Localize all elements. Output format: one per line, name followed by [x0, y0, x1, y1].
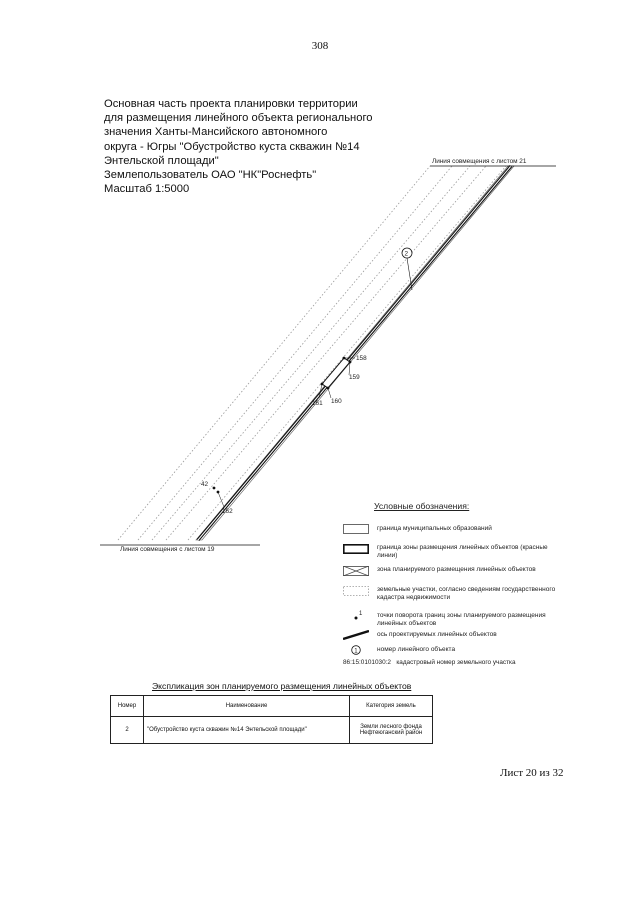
point-label-161: 161: [312, 400, 323, 407]
planned-zone-symbol: [343, 566, 369, 576]
legend-text: номер линейного объекта: [377, 646, 456, 653]
object-number-symbol: [343, 645, 369, 655]
legend-text: граница муниципальных образований: [377, 525, 492, 532]
parcel-outline: [322, 358, 350, 388]
cell-number: 2: [111, 717, 144, 744]
design-axis-symbol: [343, 630, 369, 640]
point-label-160: 160: [331, 398, 342, 405]
cadastral-example: 86:15:0101030:2: [343, 659, 391, 666]
legend-title: Условные обозначения:: [374, 501, 470, 511]
cadastral-band-inner-3: [166, 166, 486, 540]
header-category: Категория земель: [350, 696, 433, 717]
header-number: Номер: [111, 696, 144, 717]
point-label-162: 162: [222, 508, 233, 515]
explication-table-title: Экспликация зон планируемого размещения линейных объектов: [152, 681, 412, 691]
cadastral-band-inner-1: [138, 166, 452, 540]
page-number: 308: [311, 40, 329, 52]
table-header-row: [111, 696, 433, 717]
match-line-bottom-label: Линия совмещения с листом 19: [120, 546, 215, 553]
point-label-42: 42: [201, 481, 209, 488]
legend-cadastral-number-row: [343, 659, 516, 667]
legend-text: граница зоны размещения линейных объектов (красные линии): [377, 544, 548, 559]
legend-text: ось проектируемых линейных объектов: [377, 631, 497, 638]
turning-point-42: [213, 487, 216, 490]
object-number-symbol-label: 1: [354, 648, 358, 655]
cadastral-text: кадастровый номер земельного участка: [396, 659, 516, 666]
object-number-label: 2: [404, 250, 409, 258]
linear-zone-boundary-symbol: [343, 544, 369, 554]
title-line-5: Энтельской площади": [104, 154, 219, 167]
title-line-3: значения Ханты-Мансийского автономного: [104, 126, 328, 139]
cell-category: [350, 717, 433, 744]
title-line-7: Масштаб 1:5000: [104, 183, 190, 196]
cadastral-parcel-symbol: [343, 586, 369, 596]
municipal-boundary-symbol: [343, 524, 369, 534]
legend-text: зона планируемого размещения линейных объектов: [377, 566, 536, 573]
match-line-top-label: Линия совмещения с листом 21: [432, 158, 527, 165]
cadastral-band-outer: [118, 166, 430, 540]
title-line-4: округа - Югры "Обустройство куста скважин №14: [104, 140, 360, 153]
cell-name: "Обустройство куста скважин №14 Энтельской площади": [144, 717, 350, 744]
cell-category-line1: Земли лесного фонда: [360, 724, 422, 730]
cadastral-band-inner-4: [188, 166, 506, 540]
cadastral-band-inner-2: [152, 166, 470, 540]
title-line-1: Основная часть проекта планировки территории: [104, 98, 358, 110]
title-line-2: для размещения линейного объекта регионального: [104, 112, 373, 125]
table-row: [111, 717, 433, 744]
turning-point-symbol-label: 1: [359, 611, 363, 617]
legend-text: земельные участки, согласно сведениям государственного кадастра недвижимости: [377, 586, 556, 601]
design-axis-core: [198, 166, 511, 540]
point-label-158: 158: [356, 355, 367, 362]
sheet-footer: Лист 20 из 32: [500, 767, 564, 779]
explication-table: [110, 695, 433, 744]
legend-text: точки поворота границ зоны планируемого размещения линейных объектов: [377, 612, 546, 627]
point-label-159: 159: [349, 374, 360, 381]
title-line-6: Землепользователь ОАО "НК"Роснефть": [104, 169, 317, 182]
cell-category-line2: Нефтеюганский район: [359, 730, 423, 736]
turning-point-symbol: [343, 612, 369, 622]
header-name: Наименование: [144, 696, 350, 717]
